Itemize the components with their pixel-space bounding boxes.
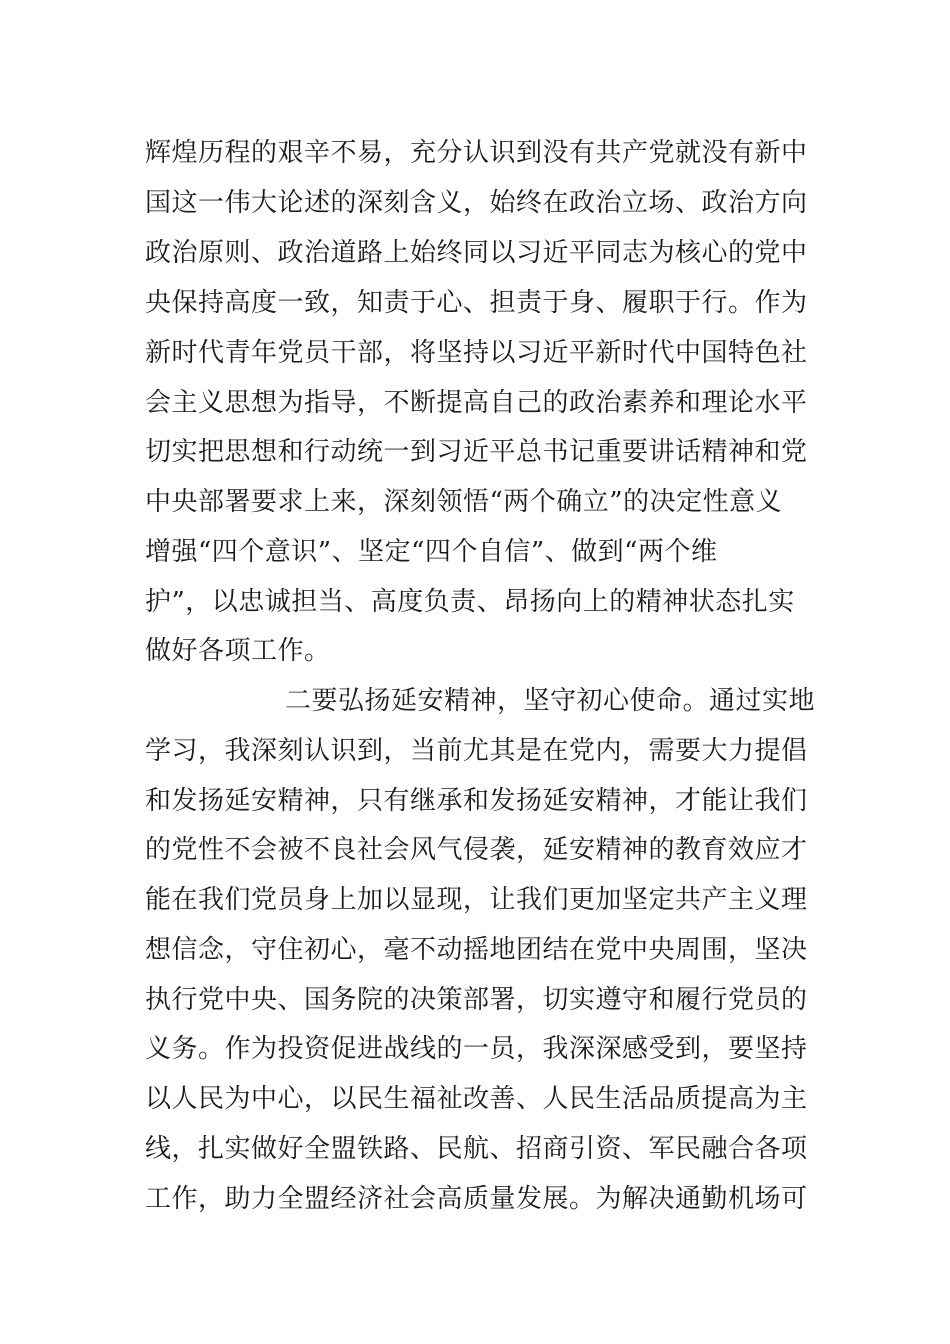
text-line: 想信念，守住初心，毫不动摇地团结在党中央周围，坚决 [145, 935, 808, 965]
text-line: 会主义思想为指导，不断提高自己的政治素养和理论水平 [145, 388, 808, 418]
text-line: 国这一伟大论述的深刻含义，始终在政治立场、政治方向 [145, 188, 808, 218]
text-line: 辉煌历程的艰辛不易，充分认识到没有共产党就没有新中 [145, 138, 808, 168]
text-line: 学习，我深刻认识到，当前尤其是在党内，需要大力提倡 [145, 736, 808, 766]
text-line: 护”，以忠诚担当、高度负责、昂扬向上的精神状态扎实 [145, 587, 795, 617]
text-line: 央保持高度一致，知责于心、担责于身、履职于行。作为 [145, 288, 808, 318]
text-line: 做好各项工作。 [145, 636, 331, 666]
text-line: 增强“四个意识”、坚定“四个自信”、做到“两个维 [145, 537, 718, 567]
text-line: 执行党中央、国务院的决策部署，切实遵守和履行党员的 [145, 985, 808, 1015]
text-line: 和发扬延安精神，只有继承和发扬延安精神，才能让我们 [145, 786, 808, 816]
text-line: 以人民为中心，以民生福祉改善、人民生活品质提高为主 [145, 1084, 808, 1114]
text-line: 新时代青年党员干部，将坚持以习近平新时代中国特色社 [145, 338, 808, 368]
text-line: 的党性不会被不良社会风气侵袭，延安精神的教育效应才 [145, 835, 808, 865]
text-line: 工作，助力全盟经济社会高质量发展。为解决通勤机场可 [145, 1184, 808, 1214]
text-line: 切实把思想和行动统一到习近平总书记重要讲话精神和党 [145, 437, 808, 467]
paragraph-start-line: 二要弘扬延安精神，坚守初心使命。通过实地 [285, 686, 816, 716]
text-line: 能在我们党员身上加以显现，让我们更加坚定共产主义理 [145, 885, 808, 915]
text-line: 政治原则、政治道路上始终同以习近平同志为核心的党中 [145, 238, 808, 268]
text-line: 义务。作为投资促进战线的一员，我深深感受到，要坚持 [145, 1034, 808, 1064]
text-line: 中央部署要求上来，深刻领悟“两个确立”的决定性意义 [145, 487, 783, 517]
text-line: 线，扎实做好全盟铁路、民航、招商引资、军民融合各项 [145, 1134, 808, 1164]
